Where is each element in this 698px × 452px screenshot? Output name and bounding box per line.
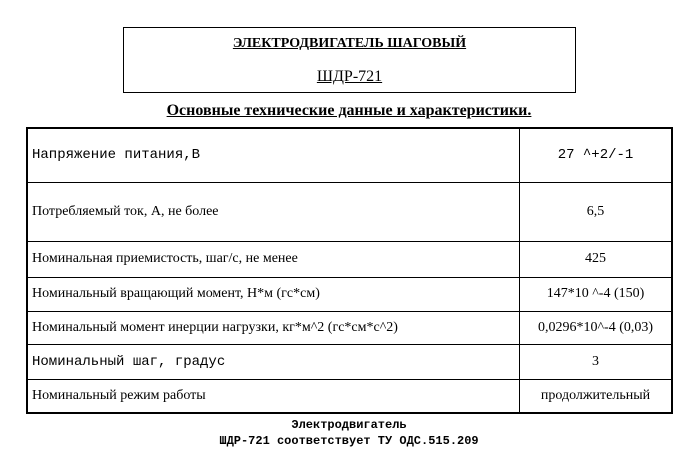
document-title: ЭЛЕКТРОДВИГАТЕЛЬ ШАГОВЫЙ [232, 36, 467, 51]
footer-line1: Электродвигатель [291, 418, 407, 432]
table-row [27, 182, 672, 241]
table-row [27, 344, 672, 379]
row-label: Потребляемый ток, А, не более [27, 182, 520, 241]
table-row [27, 311, 672, 344]
row-value: продолжительный [520, 379, 673, 413]
footer-note [0, 417, 698, 449]
table-row [27, 241, 672, 277]
row-value: 27 ^+2/-1 [520, 128, 673, 182]
row-label: Номинальный вращающий момент, Н*м (гс*см) [27, 277, 520, 311]
table-row [27, 128, 672, 182]
footer-line2: ШДР-721 соответствует ТУ ОДС.515.209 [219, 434, 479, 448]
table-row [27, 277, 672, 311]
title-box [123, 27, 576, 93]
row-value: 425 [520, 241, 673, 277]
row-label: Номинальный момент инерции нагрузки, кг*м^2 (гс*см*с^2) [27, 311, 520, 344]
row-value: 6,5 [520, 182, 673, 241]
model-number: ШДР-721 [316, 68, 383, 85]
table-row [27, 379, 672, 413]
section-heading: Основные технические данные и характеристики. [166, 102, 532, 119]
row-value: 0,0296*10^-4 (0,03) [520, 311, 673, 344]
row-label: Номинальный шаг, градус [27, 344, 520, 379]
row-label: Номинальная приемистость, шаг/с, не менее [27, 241, 520, 277]
row-value: 147*10 ^-4 (150) [520, 277, 673, 311]
spec-table [26, 127, 673, 414]
row-label: Номинальный режим работы [27, 379, 520, 413]
row-value: 3 [520, 344, 673, 379]
row-label: Напряжение питания,В [27, 128, 520, 182]
